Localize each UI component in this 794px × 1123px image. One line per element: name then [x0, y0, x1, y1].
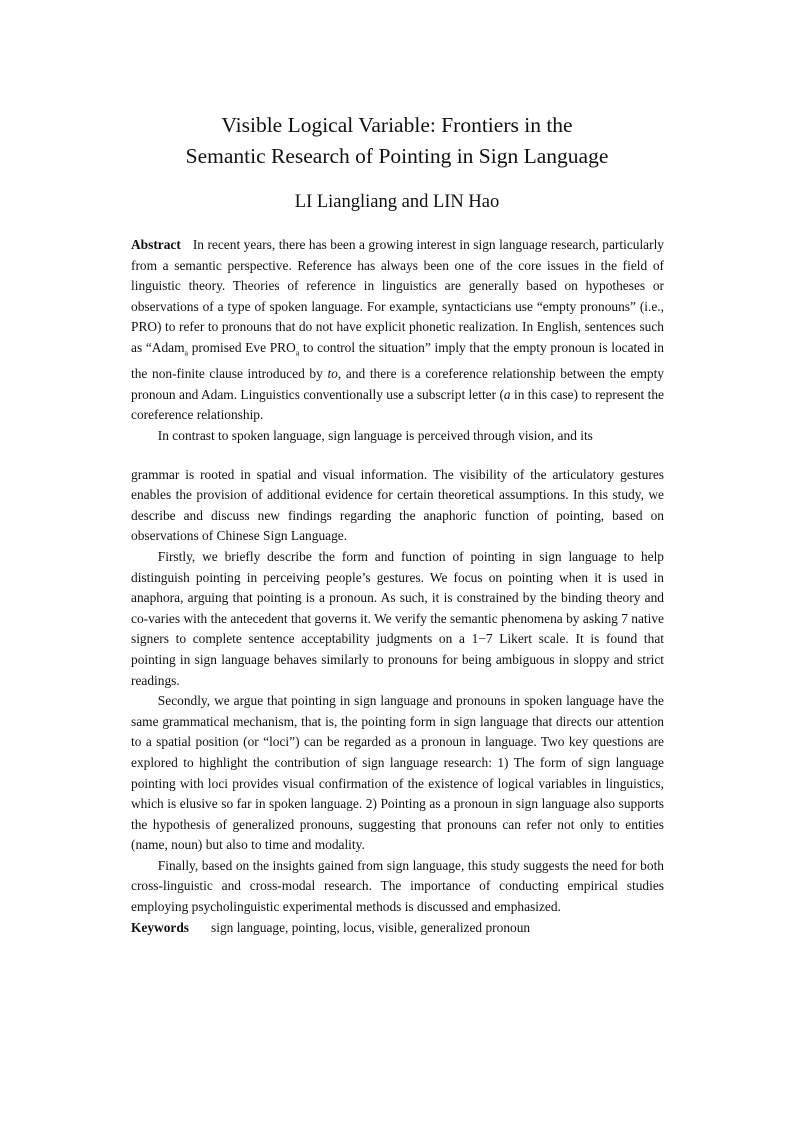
abstract-paragraph-4: Secondly, we argue that pointing in sign language and pronouns in spoken language have the same grammatical mechanism, that is, the pointing form in sign language that directs our attention to a spatial position (or “loci”) can be regarded as a pronoun in language. Two key questions are explored to highlight the contribution of sign language research: 1) The form of sign language pointing with loci provides visual confirmation of the existence of logical variables in linguistics, which is elusive so far in spoken language. 2) Pointing as a pronoun in sign language also supports the hypothesis of generalized pronouns, suggesting that pronouns can refer not only to entities (name, noun) but also to time and modality.	[131, 693, 664, 853]
abstract-paragraph-2-cont: grammar is rooted in spatial and visual information. The visibility of the articulatory gestures enables the provision of additional evidence for certain theoretical assumptions. In this study, we describe and discuss new findings regarding the anaphoric function of pointing, based on observations of Chinese Sign Language.	[131, 466, 664, 544]
subscript-a: a	[184, 348, 189, 358]
abstract-text: In recent years, there has been a growing interest in sign language research, particularly from a semantic perspective. Reference has always been one of the core issues in the field of linguistic theory. Theories of reference in linguistics are generally based on hypotheses or observations of a type of spoken language. For example, syntacticians use “empty pronouns” (i.e., PRO) to refer to pronouns that do not have explicit phonetic realization. In English, sentences such as “Adam	[131, 237, 664, 355]
abstract-paragraph-2-line: In contrast to spoken language, sign language is perceived through vision, and its	[157, 428, 593, 444]
keywords-line	[131, 918, 664, 939]
abstract-heading: Abstract	[131, 237, 181, 252]
line-gap	[131, 447, 664, 465]
subscript-a: a	[295, 348, 300, 358]
keywords-heading: Keywords	[131, 919, 190, 935]
abstract-text: promised Eve PRO	[188, 339, 296, 355]
keywords-text: sign language, pointing, locus, visible, generalized pronoun	[211, 919, 531, 935]
abstract-text: , and there is a coreference relationship between the empty pronoun and Adam. Linguistics conventionally use a subscript letter (	[131, 366, 664, 402]
abstract-paragraph-1	[131, 235, 664, 426]
abstract-section	[131, 235, 664, 938]
title-line-1: Visible Logical Variable: Frontiers in the	[221, 113, 573, 137]
abstract-paragraph-5: Finally, based on the insights gained from sign language, this study suggests the need for both cross-linguistic and cross-modal research. The importance of conducting empirical studies employing psycholinguistic experimental methods is discussed and emphasized.	[131, 857, 664, 915]
italic-a: a	[503, 386, 511, 402]
author-names: LI Liangliang and LIN Hao	[294, 192, 500, 212]
title-line-2: Semantic Research of Pointing in Sign Language	[185, 144, 609, 168]
paper-title	[0, 110, 794, 172]
italic-to: to	[327, 366, 338, 382]
abstract-paragraph-3: Firstly, we briefly describe the form and function of pointing in sign language to help distinguish pointing in perceiving people’s gestures. We focus on pointing when it is used in anaphora, arguing that pointing is a pronoun. As such, it is constrained by the binding theory and co-varies with the antecedent that governs it. We verify the semantic phenomena by asking 7 native signers to complete sentence acceptability judgments on a 1−7 Likert scale. It is found that pointing in sign language behaves similarly to pronouns for being ambiguous in sloppy and strict readings.	[131, 548, 664, 688]
abstract-text: to control the situation” imply that the empty pronoun is located in the non-finite clause introduced by	[131, 339, 664, 382]
abstract-text: in this case) to represent the coreference relationship.	[131, 386, 664, 423]
